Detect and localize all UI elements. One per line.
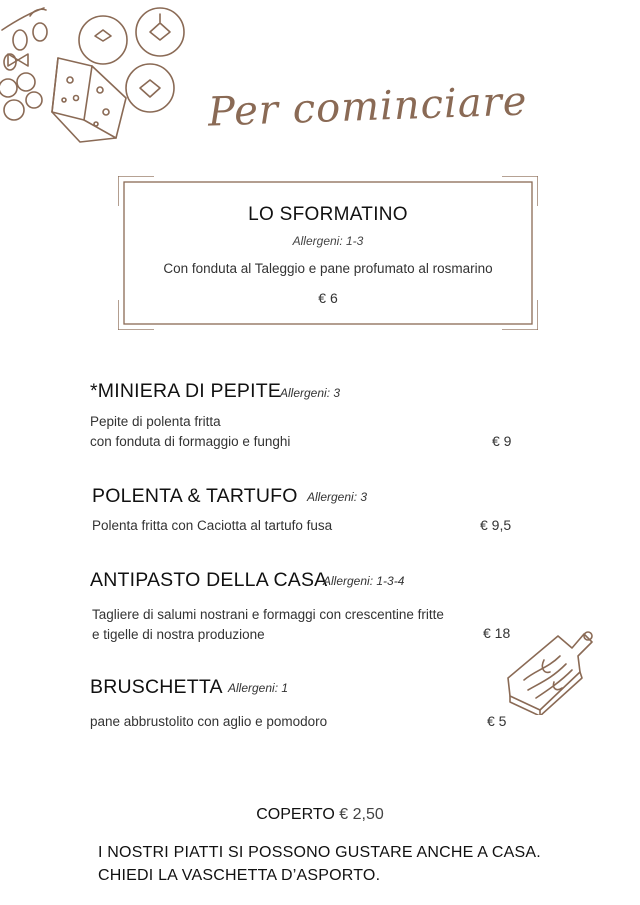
cover-label: COPERTO xyxy=(256,806,335,823)
featured-dish-price: € 6 xyxy=(318,290,338,306)
featured-dish-name: LO SFORMATINO xyxy=(248,204,408,225)
dish-description-line: Polenta fritta con Caciotta al tartufo fusa xyxy=(92,518,333,533)
food-illustration-icon xyxy=(0,0,190,150)
featured-dish-allergens: Allergeni: 1-3 xyxy=(292,234,364,248)
dish-price: € 9 xyxy=(492,433,512,449)
dish-description-line: Pepite di polenta fritta xyxy=(90,414,221,429)
dish-allergens: Allergeni: 1 xyxy=(228,681,289,695)
dish-price: € 9,5 xyxy=(480,517,512,533)
dish-name: BRUSCHETTA xyxy=(90,676,223,698)
cover-charge xyxy=(0,806,640,824)
takeaway-note xyxy=(98,841,541,887)
dish-description-line: e tigelle di nostra produzione xyxy=(92,627,265,642)
dish-allergens: Allergeni: 3 xyxy=(280,386,341,400)
cutting-board-icon xyxy=(500,620,600,715)
cover-price: € 2,50 xyxy=(339,806,384,823)
takeaway-note-line: I NOSTRI PIATTI SI POSSONO GUSTARE ANCHE A CASA. xyxy=(98,844,541,861)
takeaway-note-line: CHIEDI LA VASCHETTA D’ASPORTO. xyxy=(98,867,381,884)
dish-description-line: con fonduta di formaggio e funghi xyxy=(90,434,291,449)
dish-description-line: Tagliere di salumi nostrani e formaggi con crescentine fritte xyxy=(92,607,444,622)
dish-description-line: pane abbrustolito con aglio e pomodoro xyxy=(90,714,328,729)
dish-name: ANTIPASTO DELLA CASA xyxy=(90,569,328,591)
dish-price: € 5 xyxy=(487,713,507,729)
dish-allergens: Allergeni: 3 xyxy=(307,490,368,504)
dish-allergens: Allergeni: 1-3-4 xyxy=(323,574,405,588)
dish-name: POLENTA & TARTUFO xyxy=(92,485,298,507)
dish-price: € 18 xyxy=(483,625,511,641)
featured-dish-description: Con fonduta al Taleggio e pane profumato al rosmarino xyxy=(163,261,493,276)
section-title: Per cominciare xyxy=(207,78,529,136)
dish-name: *MINIERA DI PEPITE xyxy=(90,380,282,402)
featured-frame xyxy=(118,176,538,330)
